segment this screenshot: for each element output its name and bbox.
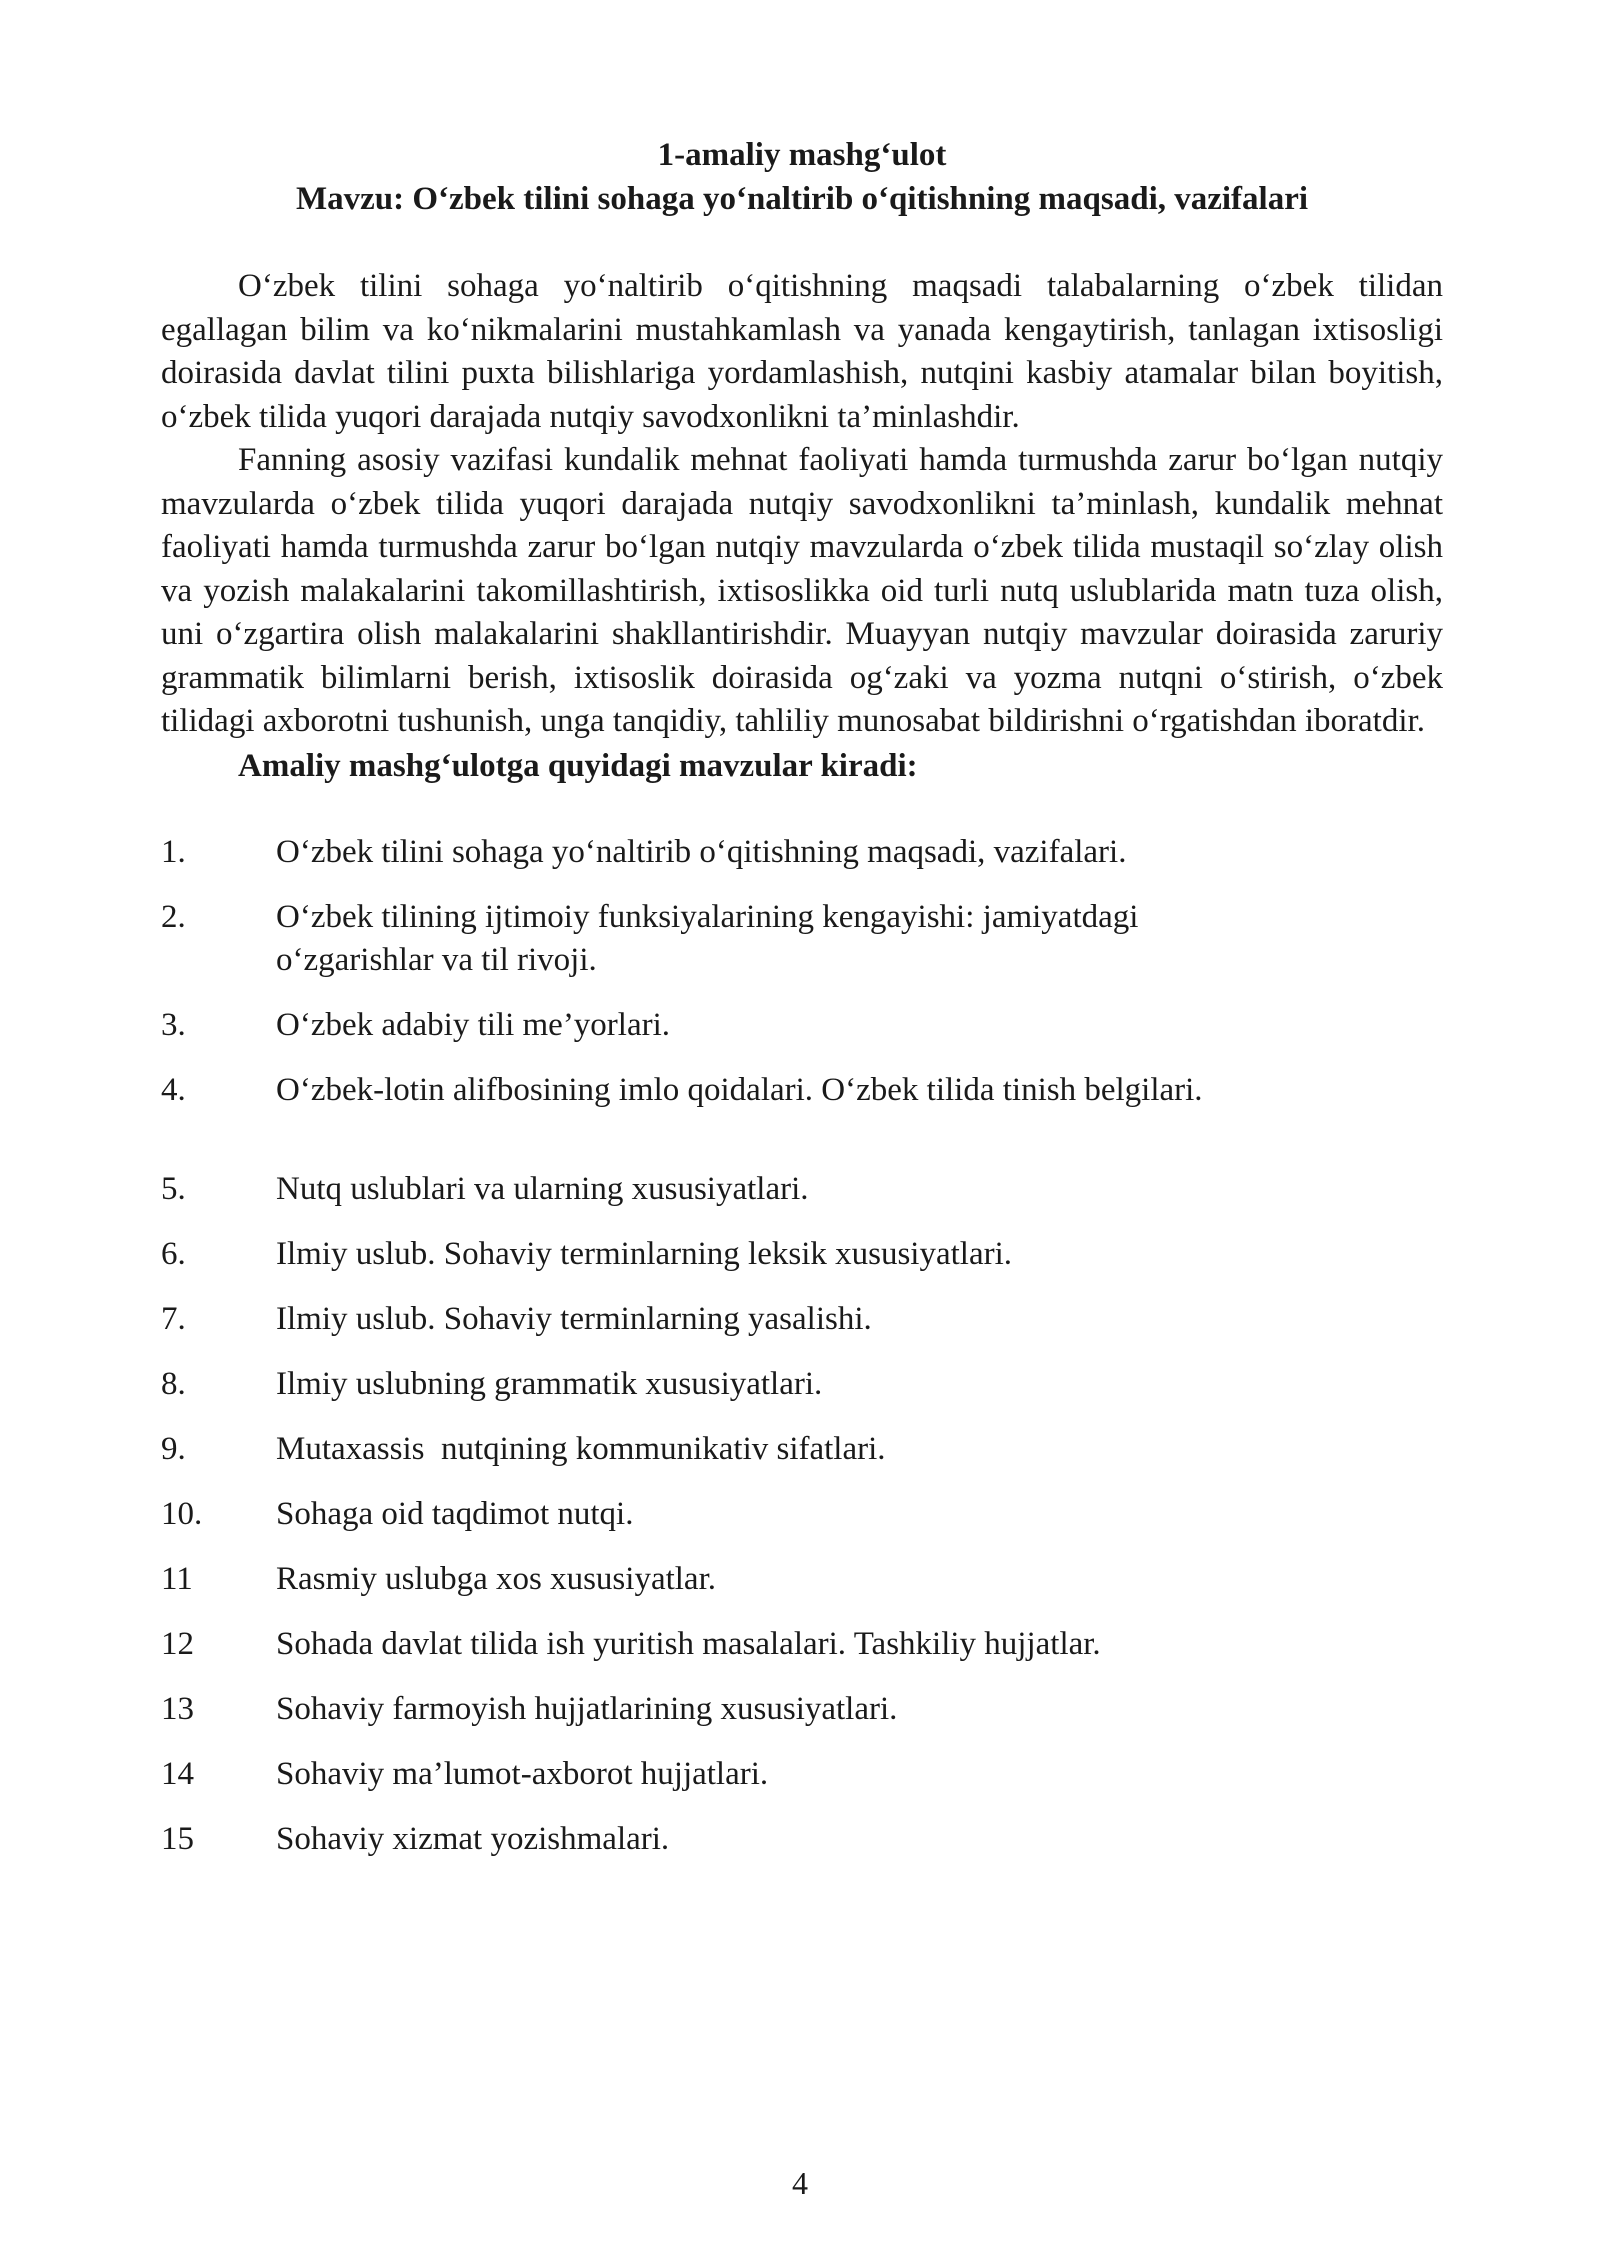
list-item-text: Mutaxassis nutqining kommunikativ sifatlari. [276, 1430, 886, 1467]
list-item-number: 12 [161, 1625, 194, 1662]
list-item-number: 2. [161, 898, 186, 935]
list-item [161, 1493, 1443, 1536]
paragraph-tasks: Fanning asosiy vazifasi kundalik mehnat faoliyati hamda turmushda zarur bo‘lgan nutqiy mavzularda o‘zbek tilida yuqori darajada nutqiy savodxonlikni ta’minlash, kundalik mehnat faoliyati hamda turmushda zarur bo‘lgan nutqiy mavzularda o‘zbek tilida mustaqil so‘zlay olish va yozish malakalarini takomillashtirish, ixtisoslikka oid turli nutq uslublarida matn tuza olish, uni o‘zgartira olish malakalarini shakllantirishdir. Muayyan nutqiy mavzular doirasida zaruriy grammatik bilimlarni berish, ixtisoslik doirasida og‘zaki va yozma nutqni o‘stirish, o‘zbek tilidagi axborotni tushunish, unga tanqidiy, tahliliy munosabat bildirishni o‘rgatishdan iboratdir. [161, 442, 1443, 739]
document-page [161, 133, 1443, 1883]
list-item [161, 1428, 1443, 1471]
list-item-text: Sohada davlat tilida ish yuritish masalalari. Tashkiliy hujjatlar. [276, 1625, 1101, 1662]
list-item-text: Ilmiy uslub. Sohaviy terminlarning leksik xususiyatlari. [276, 1235, 1013, 1272]
section-heading: Amaliy mashg‘ulotga quyidagi mavzular kiradi: [238, 747, 918, 784]
list-item-number: 13 [161, 1690, 194, 1727]
list-item-number: 3. [161, 1006, 186, 1043]
list-item-text: Sohaviy ma’lumot-axborot hujjatlari. [276, 1755, 769, 1792]
list-item [161, 831, 1443, 874]
list-item-number: 4. [161, 1071, 186, 1108]
list-item-text: O‘zbek-lotin alifbosining imlo qoidalari. O‘zbek tilida tinish belgilari. [276, 1071, 1203, 1108]
list-item-number: 8. [161, 1365, 186, 1402]
list-item [161, 1753, 1443, 1796]
list-item [161, 1298, 1443, 1341]
list-item-number: 7. [161, 1300, 186, 1337]
list-item-number: 9. [161, 1430, 186, 1467]
list-item-number: 5. [161, 1170, 186, 1207]
paragraph-purpose: O‘zbek tilini sohaga yo‘naltirib o‘qitishning maqsadi talabalarning o‘zbek tilidan egallagan bilim va ko‘nikmalarini mustahkamlash va yanada kengaytirish, tanlagan ixtisosligi doirasida davlat tilini puxta bilishlariga yordamlashish, nutqini kasbiy atamalar bilan boyitish, o‘zbek tilida yuqori darajada nutqiy savodxonlikni ta’minlashdir. [161, 268, 1443, 435]
list-item-text: Ilmiy uslubning grammatik xususiyatlari. [276, 1365, 823, 1402]
list-item [161, 1168, 1443, 1211]
list-item [161, 1558, 1443, 1601]
list-item-text: Ilmiy uslub. Sohaviy terminlarning yasalishi. [276, 1300, 872, 1337]
list-item [161, 1069, 1443, 1112]
list-item-text: O‘zbek tilining ijtimoiy funksiyalarining kengayishi: jamiyatdagi o‘zgarishlar va til rivoji. [276, 898, 1139, 978]
list-item-text: O‘zbek adabiy tili me’yorlari. [276, 1006, 671, 1043]
document-title: 1-amaliy mashg‘ulot [657, 137, 947, 173]
page-number: 4 [792, 2165, 808, 2201]
list-item [161, 896, 1443, 982]
topic-list [161, 831, 1443, 1861]
list-item-number: 11 [161, 1560, 193, 1597]
document-subtitle: Mavzu: O‘zbek tilini sohaga yo‘naltirib o‘qitishning maqsadi, vazifalari [295, 181, 1309, 217]
list-item-text: Sohaviy farmoyish hujjatlarining xususiyatlari. [276, 1690, 898, 1727]
list-item-number: 14 [161, 1755, 194, 1792]
list-item-text: Nutq uslublari va ularning xususiyatlari. [276, 1170, 809, 1207]
list-item [161, 1688, 1443, 1731]
list-item [161, 1363, 1443, 1406]
list-item-text: Sohaviy xizmat yozishmalari. [276, 1820, 670, 1857]
list-item-number: 1. [161, 833, 186, 870]
list-item-text: O‘zbek tilini sohaga yo‘naltirib o‘qitishning maqsadi, vazifalari. [276, 833, 1127, 870]
list-item [161, 1623, 1443, 1666]
list-item-number: 6. [161, 1235, 186, 1272]
list-item-number: 10. [161, 1495, 203, 1532]
list-item [161, 1818, 1443, 1861]
list-item-text: Rasmiy uslubga xos xususiyatlar. [276, 1560, 716, 1597]
list-item-text: Sohaga oid taqdimot nutqi. [276, 1495, 634, 1532]
list-item [161, 1004, 1443, 1047]
list-item-number: 15 [161, 1820, 194, 1857]
list-item [161, 1233, 1443, 1276]
